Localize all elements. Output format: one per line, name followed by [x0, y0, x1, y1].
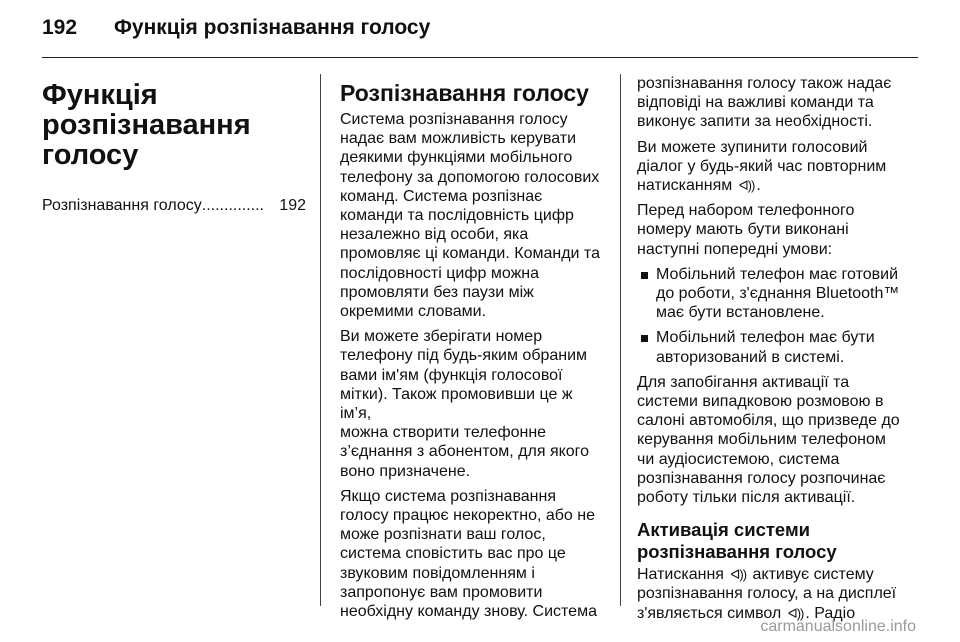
- watermark: carmanualsonline.info: [760, 618, 916, 635]
- toc-dots: ..............: [201, 197, 264, 214]
- paragraph: розпізнавання голосу також надає відповіді на важливі команди та виконує запити за необхідності.: [637, 75, 892, 131]
- bullet-square-icon: [641, 335, 648, 342]
- paragraph: Ви можете зупинити голосовий діалог у будь-який час повторним натисканням ᐊ)) .: [637, 138, 887, 195]
- paragraph: Натискання ᐊ)) активує систему розпізнавання голосу, а на дисплеї з'являється символ ᐊ)) . Радіо: [637, 566, 897, 622]
- paragraph: Якщо система розпізнавання голосу працює некоректно, або не може розпізнати ваш голос, система сповістить вас про це звуковим повідомленням і запропонує вам промовити необхідну команду знову. Система: [340, 487, 597, 621]
- paragraph: Ви можете зберігати номер телефону під будь-яким обраним вами ім'ям (функція голосової мітки). Також промовивши це ж ім’я, можна створити телефонне з’єднання з абонентом, для якого воно призначене.: [340, 328, 590, 480]
- list-item: Мобільний телефон має готовий до роботи, з'єднання Bluetooth™ має бути встановлене.: [637, 265, 912, 323]
- toc-label: Розпізнавання голосу: [42, 197, 202, 214]
- bullet-square-icon: [641, 272, 648, 279]
- column-3: [637, 74, 912, 629]
- column-divider-1: [320, 74, 321, 606]
- list-item: Мобільний телефон має бути авторизований в системі.: [637, 328, 912, 366]
- toc-entry[interactable]: [42, 196, 306, 215]
- voice-command-icon: ᐊ)): [730, 567, 747, 583]
- page-number: 192: [42, 16, 78, 39]
- column-2: [340, 74, 604, 627]
- paragraph: Перед набором телефонного номеру мають бути виконані наступні попередні умови:: [637, 202, 855, 258]
- paragraph: Для запобігання активації та системи випадковою розмовою в салоні автомобіля, що призведе до керування мобільним телефоном чи аудіосистемою, система розпізнавання голосу розпочинає роботу тільки після активації.: [637, 373, 900, 507]
- chapter-title: Функція розпізнавання голосу: [42, 79, 251, 171]
- column-divider-2: [620, 74, 621, 606]
- page-header: [42, 16, 430, 40]
- voice-command-icon: ᐊ)): [738, 178, 755, 194]
- toc-page: 192: [279, 197, 306, 214]
- subsection-heading: Активація системи розпізнавання голосу: [637, 519, 837, 563]
- header-rule: [42, 57, 918, 58]
- header-title: Функція розпізнавання голосу: [114, 16, 431, 39]
- voice-command-icon: ᐊ)): [787, 605, 804, 621]
- paragraph: Система розпізнавання голосу надає вам можливість керувати деякими функціями мобільного телефону за допомогою голосових команд. Система розпізнає команди та послідовність цифр незалежно від особи, яка промовляє ці команди. Команди та послідовності цифр можна промовляти без паузи між окремими словами.: [340, 111, 600, 321]
- section-heading: Розпізнавання голосу: [340, 80, 589, 106]
- column-1: [42, 74, 306, 215]
